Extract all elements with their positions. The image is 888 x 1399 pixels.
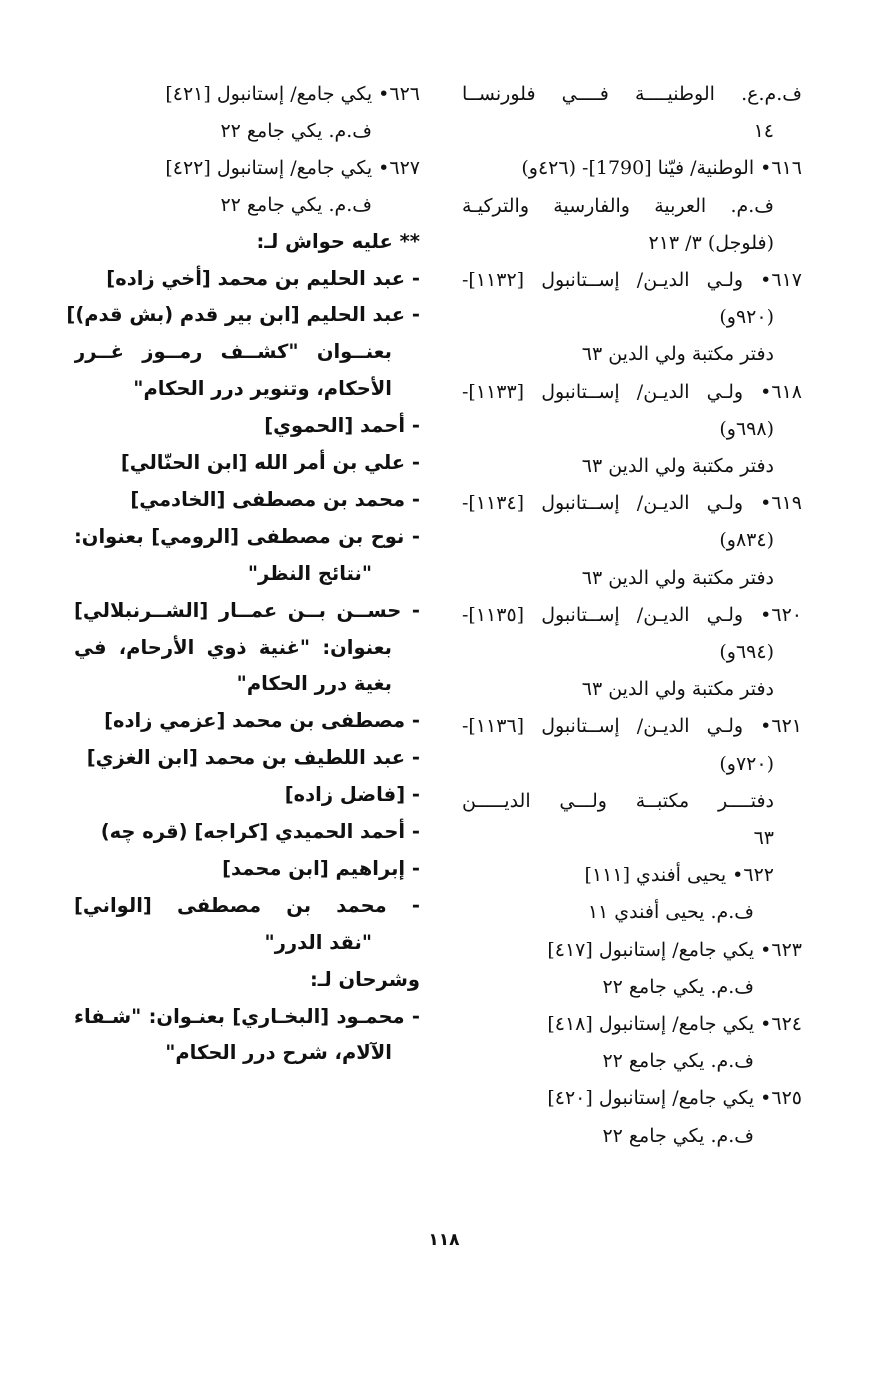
- catalog-reference: ف.م. يكي جامع ٢٢: [602, 1124, 754, 1147]
- page-number: ١١٨: [428, 1230, 460, 1250]
- commentary-author: - أحمد الحميدي [كراجه] (قره چه): [100, 820, 420, 844]
- manuscript-entry: ٦٢٦• يكي جامع/ إستانبول [٤٢١]: [165, 83, 420, 105]
- catalog-reference: دفتر مكتبة ولي الدين ٦٣: [581, 343, 774, 366]
- manuscript-entry: ٦٢٣• يكي جامع/ إستانبول [٤١٧]: [547, 938, 802, 961]
- folio-count: (٨٣٤و): [719, 529, 774, 552]
- commentary-author: - أحمد [الحموي]: [264, 414, 420, 438]
- commentary-title: بعنوان: "غنية ذوي الأرحام، في: [74, 635, 392, 659]
- manuscript-entry: ٦٢٤• يكي جامع/ إستانبول [٤١٨]: [547, 1012, 802, 1035]
- commentary-author: - عبد الحليم بن محمد [أخي زاده]: [106, 266, 420, 290]
- catalog-reference: ٦٣: [753, 826, 774, 849]
- left-column: [66, 76, 420, 1072]
- catalog-reference: دفتر مكتبة ولي الدين ٦٣: [581, 678, 774, 701]
- commentary-author: - مصطفى بن محمد [عزمي زاده]: [104, 709, 420, 733]
- manuscript-entry: ٦١٩• ولـي الديـن/ إســتانبول [١١٣٤]-: [462, 492, 802, 515]
- commentary-title: الآلام، شرح درر الحكام": [165, 1041, 392, 1065]
- folio-count: (٧٢٠و): [719, 752, 774, 775]
- commentary-title: الأحكام، وتنوير درر الحكام": [133, 377, 392, 401]
- catalog-reference: ف.م. يكي جامع ٢٢: [602, 975, 754, 998]
- catalog-reference: ف.م. العربية والفارسية والتركيـة: [462, 194, 774, 217]
- commentary-author: - علي بن أمر الله [ابن الحنّالي]: [120, 451, 420, 475]
- commentary-title: بغية درر الحكام": [236, 672, 392, 696]
- catalog-reference: ف.م.ع. الوطنيــــة فــــي فلورنســا: [462, 83, 802, 105]
- catalog-reference: ف.م. يكي جامع ٢٢: [220, 193, 372, 216]
- manuscript-entry: ٦١٦• الوطنية/ فيّنا [1790]- (٤٢٦و): [521, 157, 802, 180]
- section-heading: ** عليه حواش لـ:: [256, 229, 420, 253]
- manuscript-entry: ٦٢٧• يكي جامع/ إستانبول [٤٢٢]: [165, 156, 420, 179]
- catalog-reference: ف.م. يكي جامع ٢٢: [220, 119, 372, 142]
- commentary-author: - عبد الحليم [ابن بير قدم (بش قدم)]: [66, 303, 420, 327]
- commentary-author: - محمد بن مصطفى [الخادمي]: [130, 487, 420, 511]
- commentary-author: - محمد بن مصطفى [الواني]: [74, 893, 420, 917]
- manuscript-entry: ٦١٨• ولـي الديـن/ إســتانبول [١١٣٣]-: [462, 380, 802, 403]
- commentary-author: - إبراهيم [ابن محمد]: [222, 856, 420, 880]
- commentary-title: بعنــوان "كشــف رمــوز غــرر: [74, 340, 392, 364]
- commentary-title: "نقد الدرر": [264, 930, 372, 954]
- catalog-reference: ف.م. يحيى أفندي ١١: [587, 901, 754, 924]
- manuscript-entry: ٦٢٢• يحيى أفندي [١١١]: [584, 864, 774, 887]
- section-heading: وشرحان لـ:: [309, 967, 420, 991]
- right-column: [462, 76, 802, 1155]
- folio-count: (٦٩٤و): [719, 640, 774, 663]
- commentary-author: - محمـود [البخـاري] بعنـوان: "شـفاء: [74, 1004, 420, 1028]
- commentary-author: - عبد اللطيف بن محمد [ابن الغزي]: [86, 746, 420, 770]
- manuscript-entry: ٦٢٠• ولـي الديـن/ إســتانبول [١١٣٥]-: [462, 603, 802, 626]
- manuscript-entry: ٦١٧• ولـي الديـن/ إســتانبول [١١٣٢]-: [462, 268, 802, 291]
- catalog-reference: (فلوجل) ٣/ ٢١٣: [648, 231, 774, 254]
- commentary-author: - نوح بن مصطفى [الرومي] بعنوان:: [74, 524, 420, 548]
- commentary-title: "نتائج النظر": [247, 561, 372, 585]
- folio-count: (٦٩٨و): [719, 417, 774, 440]
- catalog-reference: ١٤: [753, 120, 774, 143]
- catalog-reference: دفتر مكتبة ولي الدين ٦٣: [581, 566, 774, 589]
- catalog-reference: دفتــــر مكتبــة ولـــي الديـــــن: [462, 789, 774, 812]
- commentary-author: - حســن بــن عمــار [الشــرنبلالي]: [74, 598, 420, 622]
- folio-count: (٩٢٠و): [719, 306, 774, 329]
- manuscript-entry: ٦٢٥• يكي جامع/ إستانبول [٤٢٠]: [547, 1087, 802, 1110]
- commentary-author: - [فاضل زاده]: [284, 783, 420, 807]
- manuscript-entry: ٦٢١• ولـي الديـن/ إســتانبول [١١٣٦]-: [462, 715, 802, 738]
- catalog-reference: ف.م. يكي جامع ٢٢: [602, 1050, 754, 1073]
- catalog-reference: دفتر مكتبة ولي الدين ٦٣: [581, 454, 774, 477]
